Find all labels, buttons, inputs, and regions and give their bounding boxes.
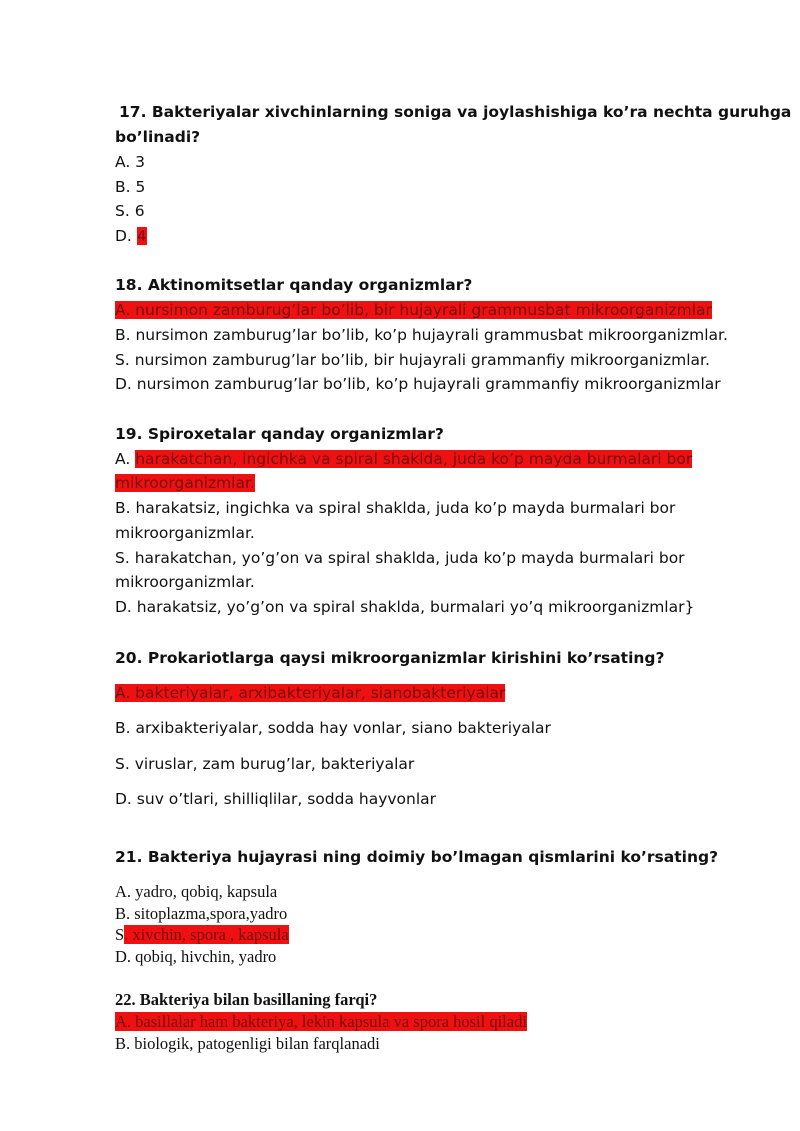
question-17-option-a: A. 3 <box>115 153 146 171</box>
question-17-option-b: B. 5 <box>115 178 146 196</box>
highlighted-answer: mikroorganizmlar. <box>115 474 255 492</box>
question-20-option-b: B. arxibakteriyalar, sodda hay vonlar, siano bakteriyalar <box>115 719 551 737</box>
highlighted-answer: A. bakteriyalar, arxibakteriyalar, sianobakteriyalar <box>115 684 506 702</box>
question-18-option-d: D. nursimon zamburug’lar bo’lib, ko’p hujayrali grammanfiy mikroorganizmlar <box>115 375 721 393</box>
question-19-option-b-line-2: mikroorganizmlar. <box>115 524 255 542</box>
question-17-title-line-1: 17. Bakteriyalar xivchinlarning soniga va joylashishiga ko’ra nechta guruhga <box>119 103 792 121</box>
question-19-option-s-line-1: S. harakatchan, yo’g’on va spiral shaklda, juda ko’p mayda burmalari bor <box>115 549 685 567</box>
question-21-option-a: A. yadro, qobiq, kapsula <box>115 882 278 901</box>
question-17-option-d <box>115 225 147 247</box>
question-20-option-d: D. suv o’tlari, shilliqlilar, sodda hayvonlar <box>115 790 437 808</box>
highlighted-answer: A. nursimon zamburug’lar bo’lib, bir hujayrali grammusbat mikroorganizmlar <box>115 301 712 319</box>
question-19-option-b-line-1: B. harakatsiz, ingichka va spiral shaklda, juda ko’p mayda burmalari bor <box>115 499 676 517</box>
question-19-option-a-line-2 <box>115 472 255 494</box>
question-19-option-d: D. harakatsiz, yo’g’on va spiral shaklda, burmalari yo’q mikroorganizmlar} <box>115 598 695 616</box>
question-22-option-b: B. biologik, patogenligi bilan farqlanadi <box>115 1034 380 1053</box>
option-a-prefix: A. <box>115 450 136 468</box>
question-19-option-a-line-1 <box>115 448 692 470</box>
question-20-option-a <box>115 682 505 704</box>
option-d-prefix: D. <box>115 227 137 245</box>
option-s-prefix: S <box>115 925 125 944</box>
question-22-title: 22. Bakteriya bilan basillaning farqi? <box>115 990 378 1009</box>
question-18-option-a <box>115 299 712 321</box>
question-18-option-s: S. nursimon zamburug’lar bo’lib, bir hujayrali grammanfiy mikroorganizmlar. <box>115 351 710 369</box>
question-21-option-s <box>115 924 289 946</box>
question-22-option-a <box>115 1011 527 1033</box>
highlighted-answer: A. basillalar ham bakteriya, lekin kapsula va spora hosil qiladi <box>115 1012 527 1031</box>
question-19-option-s-line-2: mikroorganizmlar. <box>115 573 255 591</box>
question-21-option-d: D. qobiq, hivchin, yadro <box>115 947 277 966</box>
question-18-option-b: B. nursimon zamburug’lar bo’lib, ko’p hujayrali grammusbat mikroorganizmlar. <box>115 326 728 344</box>
highlighted-answer: . xivchin, spora , kapsula <box>124 925 289 944</box>
highlighted-answer: 4 <box>136 227 147 245</box>
question-21-title: 21. Bakteriya hujayrasi ning doimiy bo’lmagan qismlarini ko’rsating? <box>115 848 719 866</box>
question-20-title: 20. Prokariotlarga qaysi mikroorganizmlar kirishini ko’rsating? <box>115 649 665 667</box>
question-18-title: 18. Aktinomitsetlar qanday organizmlar? <box>115 276 473 294</box>
question-21-option-b: B. sitoplazma,spora,yadro <box>115 904 288 923</box>
highlighted-answer: harakatchan, ingichka va spiral shaklda, juda ko’p mayda burmalari bor <box>135 450 693 468</box>
question-17-title-line-2: bo’linadi? <box>115 128 201 146</box>
question-20-option-s: S. viruslar, zam burug’lar, bakteriyalar <box>115 755 415 773</box>
question-19-title: 19. Spiroxetalar qanday organizmlar? <box>115 425 444 443</box>
question-17-option-s: S. 6 <box>115 202 145 220</box>
